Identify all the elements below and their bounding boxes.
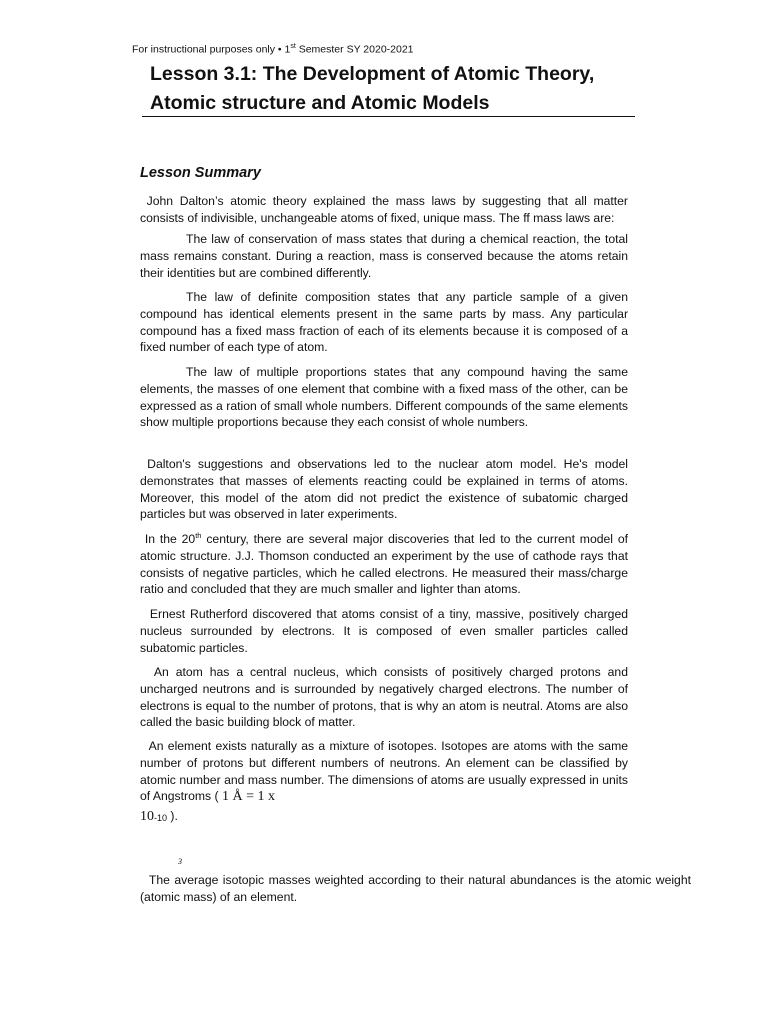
paragraph-multiple-proportions: The law of multiple proportions states that any compound having the same elements, the masses of one element that combine with a fixed mass of the other, can be expressed as a ration of small whole numbers. Different compounds of the same elements show multiple proportions because they each consist of whole numbers. [140,365,628,430]
paragraph-atomic-weight: The average isotopic masses weighted according to their natural abundances is the atomic weight (atomic mass) of an element. [140,873,695,904]
header-note [132,43,414,56]
paragraph-thomson-rest: century, there are several major discoveries that led to the current model of atomic structure. J.J. Thomson conducted an experiment by the use of cathode rays that consists of negative particles, which he called electrons. He measured their mass/charge ratio and concluded that they are much smaller and lighter than atoms. [140,532,632,597]
title-divider [142,116,635,117]
angstrom-equation: 1 Å = 1 x [221,789,275,805]
lesson-summary-heading: Lesson Summary [140,165,261,181]
ten-base: 10 [140,809,154,824]
paragraph-thomson [140,530,632,598]
lesson-title: Lesson 3.1: The Development of Atomic Theory, Atomic structure and Atomic Models [150,63,595,114]
header-note-superscript: st [290,43,296,50]
paragraph-thomson-start: In the 20 [140,532,196,546]
angstrom-equation-continued [140,808,628,827]
paragraph-isotopes-text: An element exists naturally as a mixture of isotopes. Isotopes are atoms with the same number of protons but different numbers of neutrons. An element can be classified by atomic number and mass number. The dimensions of atoms are usually expressed in units of Angstroms ( [140,739,632,804]
paragraph-atom-structure: An atom has a central nucleus, which consists of positively charged protons and uncharged neutrons and is surrounded by negatively charged electrons. The number of electrons is equal to the number of protons, that is why an atom is neutral. Atoms are also called the basic building block of matter. [140,665,632,730]
header-note-text: For instructional purposes only • 1 [132,43,291,56]
header-note-text-end: Semester SY 2020-2021 [295,43,414,56]
century-superscript: th [195,530,202,540]
paragraph-definite-composition: The law of definite composition states that any particle sample of a given compound has identical elements present in the same parts by mass. Any particular compound has a fixed mass fraction of each of its elements because it is composed of a fixed number of each type of atom. [140,290,628,355]
paragraph-dalton-theory: John Dalton’s atomic theory explained the mass laws by suggesting that all matter consists of indivisible, unchangeable atoms of fixed, unique mass. The ff mass laws are: [140,194,632,225]
paragraph-rutherford: Ernest Rutherford discovered that atoms consist of a tiny, massive, positively charged nucleus surrounded by electrons. It is composed of even smaller particles called subatomic particles. [140,607,632,655]
equation-close: ). [167,809,178,823]
ten-exponent: -10 [154,813,168,823]
paragraph-dalton-model: Dalton's suggestions and observations led to the nuclear atom model. He's model demonstrates that masses of elements reacting could be explained in terms of atoms. Moreover, this model of the atom did not predict the existence of subatomic charged particles but was observed in later experiments. [140,457,632,522]
paragraph-conservation-of-mass: The law of conservation of mass states that during a chemical reaction, the total mass remains constant. During a reaction, mass is conserved because the atoms retain their identities but are combined differently. [140,232,628,280]
paragraph-isotopes [140,738,632,806]
page-number: 3 [178,857,182,866]
